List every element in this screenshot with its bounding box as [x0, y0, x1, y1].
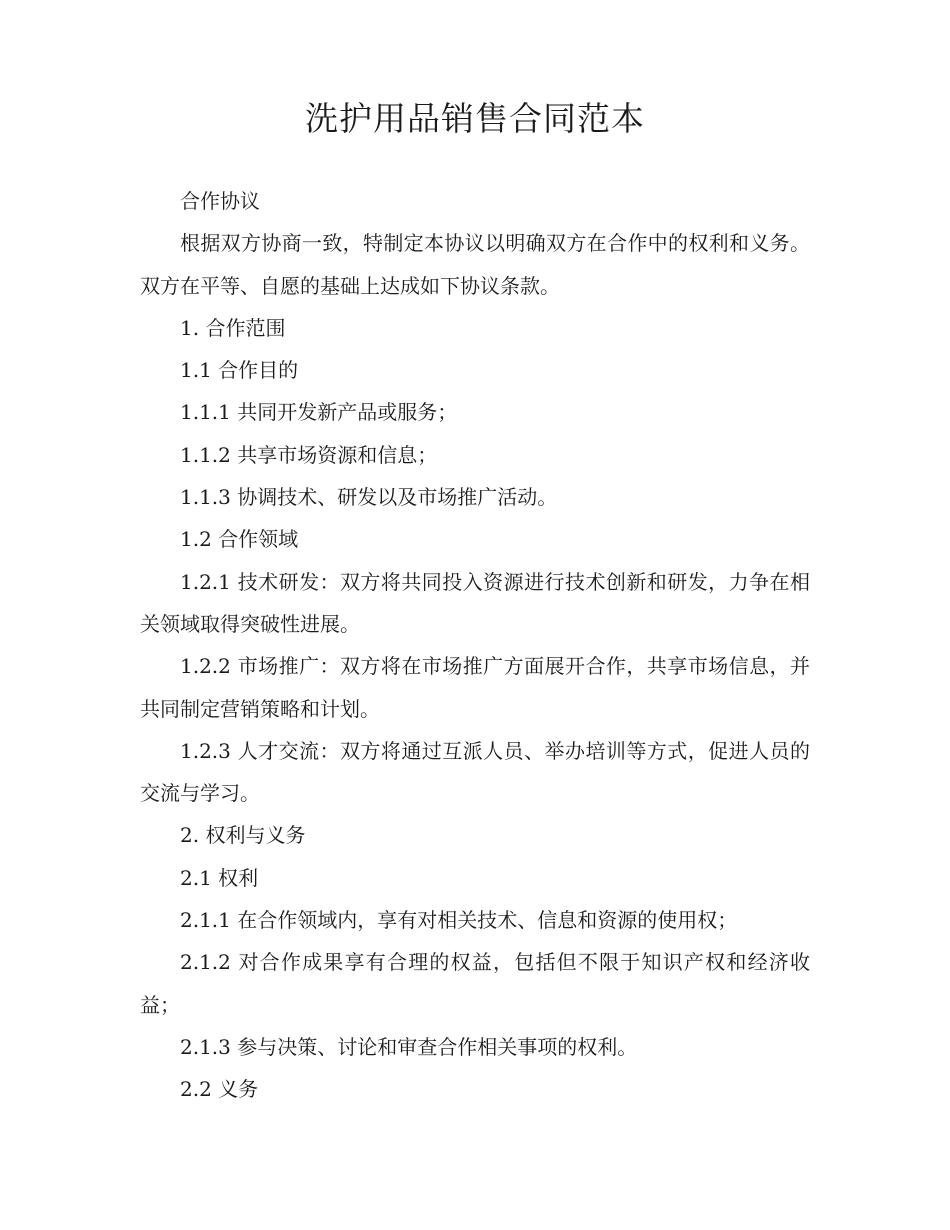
paragraph-preamble: 根据双方协商一致，特制定本协议以明确双方在合作中的权利和义务。双方在平等、自愿的基础上达成如下协议条款。 [140, 231, 810, 298]
section-1-heading: 1. 合作范围 [180, 315, 286, 340]
clause-1-2-2: 1.2.2 市场推广：双方将在市场推广方面展开合作，共享市场信息，并共同制定营销策略和计划。 [140, 654, 810, 721]
paragraph-heading-cooperation-agreement: 合作协议 [180, 189, 260, 213]
clause-2-1-1: 2.1.1 在合作领域内，享有对相关技术、信息和资源的使用权； [180, 908, 738, 933]
document-body [140, 180, 810, 1111]
clause-1-2-1: 1.2.1 技术研发：双方将共同投入资源进行技术创新和研发，力争在相关领域取得突破性进展。 [140, 569, 810, 636]
section-1-1-heading: 1.1 合作目的 [180, 358, 299, 383]
clause-1-1-2: 1.1.2 共享市场资源和信息； [180, 442, 438, 467]
clause-1-1-1: 1.1.1 共同开发新产品或服务； [180, 400, 458, 425]
clause-2-1-2: 2.1.2 对合作成果享有合理的权益，包括但不限于知识产权和经济收益； [140, 950, 810, 1017]
document-title: 洗护用品销售合同范本 [305, 99, 645, 138]
section-1-2-heading: 1.2 合作领域 [180, 527, 299, 552]
section-2-1-heading: 2.1 权利 [180, 865, 259, 890]
clause-1-1-3: 1.1.3 协调技术、研发以及市场推广活动。 [180, 485, 558, 510]
section-2-heading: 2. 权利与义务 [180, 823, 306, 848]
clause-2-1-3: 2.1.3 参与决策、讨论和审查合作相关事项的权利。 [180, 1034, 638, 1059]
section-2-2-heading: 2.2 义务 [180, 1077, 259, 1102]
clause-1-2-3: 1.2.3 人才交流：双方将通过互派人员、举办培训等方式，促进人员的交流与学习。 [140, 738, 810, 806]
